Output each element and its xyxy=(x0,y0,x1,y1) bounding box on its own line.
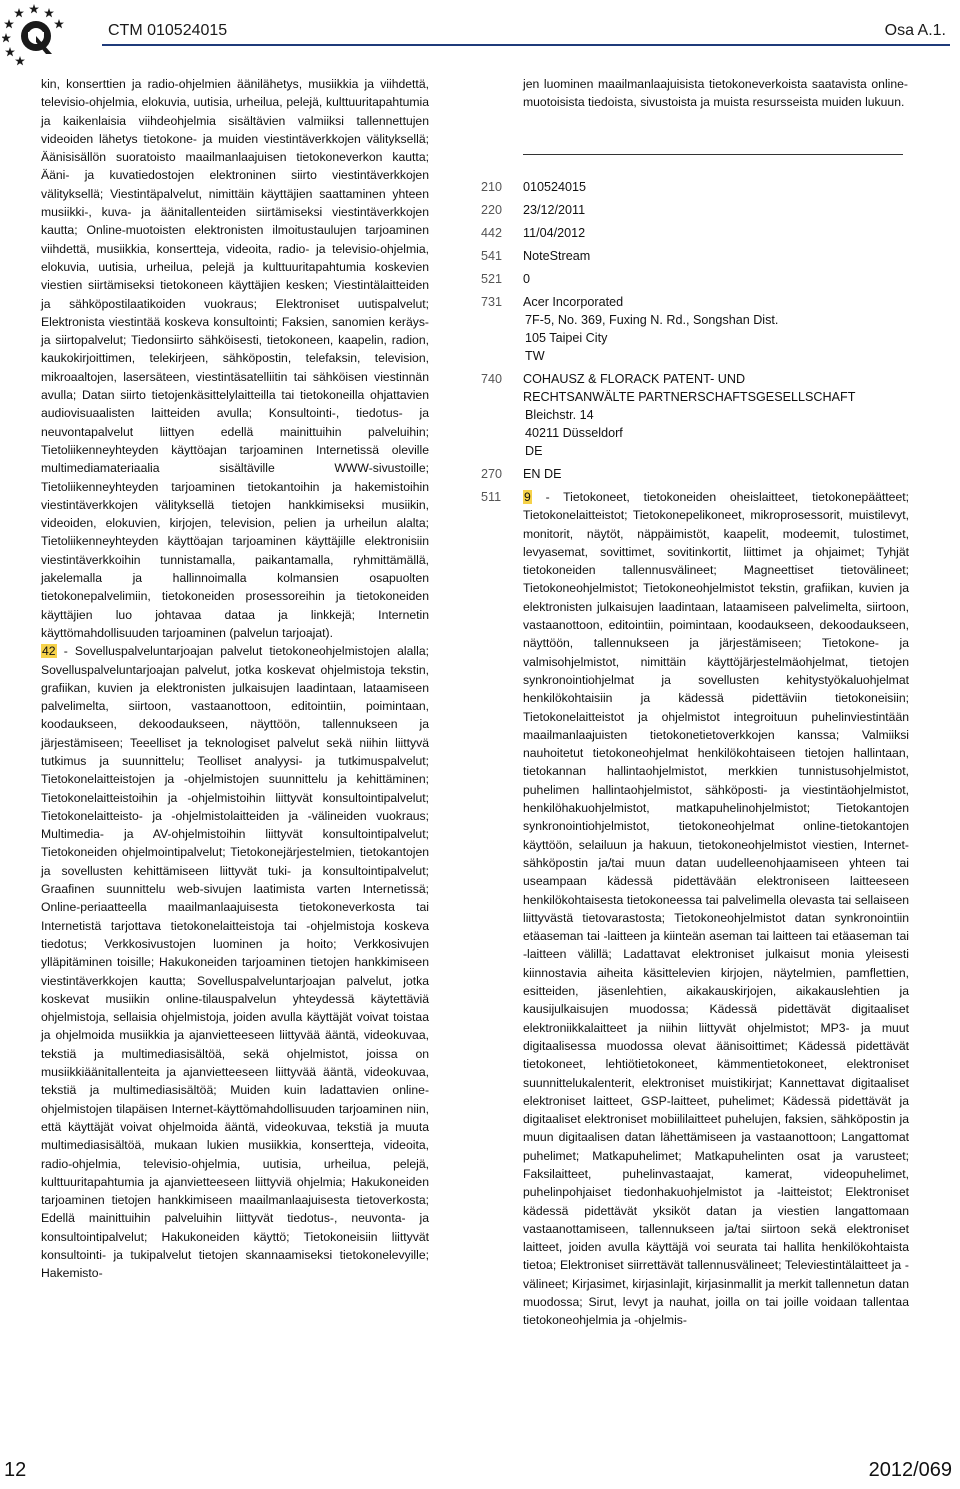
representative-name-1: COHAUSZ & FLORACK PATENT- UND xyxy=(523,372,746,386)
class-42-paragraph xyxy=(41,642,429,1282)
field-731 xyxy=(481,293,909,365)
field-code: 740 xyxy=(481,372,503,386)
representative-country: DE xyxy=(525,444,543,458)
entry-divider xyxy=(523,154,903,155)
acquired-distinctiveness: 0 xyxy=(523,272,531,286)
languages: EN DE xyxy=(523,467,562,481)
application-number: 010524015 xyxy=(523,180,587,194)
document-id: CTM 010524015 xyxy=(108,22,228,39)
representative-city: 40211 Düsseldorf xyxy=(525,426,623,440)
publication-date: 11/04/2012 xyxy=(523,226,586,240)
field-code: 442 xyxy=(481,226,503,240)
mark-name: NoteStream xyxy=(523,249,591,263)
field-code: 731 xyxy=(481,295,503,309)
applicant-name: Acer Incorporated xyxy=(523,295,624,309)
section-reference: Osa A.1. xyxy=(884,22,946,39)
header-rule xyxy=(102,44,950,46)
field-270 xyxy=(481,465,909,483)
bulletin-number: 2012/069 xyxy=(868,1459,952,1481)
page-number: 12 xyxy=(4,1459,27,1481)
field-code: 270 xyxy=(481,467,503,481)
class-number-highlight: 42 xyxy=(42,644,56,659)
representative xyxy=(523,370,909,460)
field-code: 541 xyxy=(481,249,503,263)
continued-services-text: jen luominen maailmanlaajuisista tietokoneverkoista saatavista online-muotoisista tiedoista, sivustoista ja muista resursseista muiden lukuun. xyxy=(523,77,908,110)
oami-logo-icon xyxy=(2,2,66,66)
field-442 xyxy=(481,224,909,242)
field-code: 521 xyxy=(481,272,503,286)
class-number-highlight: 9 xyxy=(524,490,531,504)
class-42-text: - Sovelluspalveluntarjoajan palvelut tietokoneohjelmistojen alalla; Sovelluspalveluntarjoajan palvelut, jotka koskevat ohjelmistoja tekstin, grafiikan, kuvien ja elektronisten julkaisujen laadintaan, lataamiseen palvelimelta, siirtoon, vastaanottoon, editointiin, poimintaan, koodaukseen, dekoodaukseen, näyttöön, tallennukseen ja järjestämiseen; Teeelliset ja teknologiset palvelut sekä niihin liittyvä tutkimus ja suunnittelu; Teolliset analyysi- ja tutkimuspalvelut; Tietokonelaitteistojen ja -ohjelmistojen suunnittelu ja kehittäminen; Tietokonelaitteistoihin ja -ohjelmistoihin liittyvät konsultointipalvelut; Tietokonelaitteisto- ja -ohjelmistolaitteiden ja -välineiden vuokraus; Multimedia- ja AV-ohjelmistoihin liittyvät konsultointipalvelut; Tietokoneiden ohjelmointipalvelut; Tietokonejärjestelmien, tietokantojen ja sovellusten kehittämiseen liittyvät tuki- ja konsultointipalvelut; Graafinen suunnittelu web-sivujen laatimista varten Internetissä; Online-periaatteella maailmanlaajuisesta tietokoneverkosta tai Internetistä tarjottava tietokonelaitteistoja tai -ohjelmistoja koskeva tiedotus; Verkkosivustojen luominen ja hoito; Verkkosivujen ylläpitäminen toisille; Hakukoneiden tarjoaminen tietojen hankkimiseen viestintäverkkojen kautta; Sovelluspalveluntarjoajan palvelut, jotka koskevat musiikin online-tilauspalvelun yhteydessä käytettäviä ohjelmistoja, sellaisia ohjelmistoja, joiden avulla käyttäjät voivat toistaa ja ohjelmoida musiikkia ja ajanvietteeseen liittyvää ääntä, videokuvaa, tekstiä ja multimediasisältöä, sekä ohjelmistot, joissa on musiikkiäänitallenteita ja ajanvietteeseen liittyvää ääntä, videokuvaa, tekstiä ja multimediasisältöä; Muiden kuin ladattavien online-ohjelmistojen tilapäisen Internet-käyttömahdollisuuden tarjoaminen niin, että käyttäjät voivat ohjelmoida ääntä, videokuvaa, tekstiä ja muuta multimediasisältöä, mukaan lukien musiikkia, konsertteja, videoita, radio-ohjelmia, televisio-ohjelmia, uutisia, urheilua, pelejä, kulttuuritapahtumia ja ajanvietteeseen liittyviä ohjelmia; Hakukoneiden tarjoaminen tietojen hankkimiseen maailmanlaajuisesta tietoverkosta; Edellä mainittuihin palveluihin liittyvät tiedotus-, neuvonta- ja konsultointipalvelut; Hakukoneiden käyttö; Tietokoneisiin liittyvät konsultointi- ja tukipalvelut tietojen skannaamiseksi tietokonelevyille; Hakemisto- xyxy=(41,644,429,1281)
representative-street: Bleichstr. 14 xyxy=(525,408,594,422)
field-541 xyxy=(481,247,909,265)
applicant-city: 105 Taipei City xyxy=(525,331,608,345)
field-220 xyxy=(481,201,909,219)
field-code: 511 xyxy=(481,490,502,504)
field-521 xyxy=(481,270,909,288)
filing-date: 23/12/2011 xyxy=(523,203,586,217)
class-9-text: - Tietokoneet, tietokoneiden oheislaitteet, tietokonepäätteet; Tietokonelaitteistot; Tietokonepelikoneet, mikroprosessorit, muistilevyt, monitorit, näytöt, näppäimistöt, kaapelit, modeemit, tulostimet, levyasemat, sovittimet, sovitinkortit, liittimet ja ohjaimet; Tyhjät tietokoneiden tallennusvälineet; Magneettiset tietovälineet; Tietokoneohjelmistot; Tietokoneohjelmistot tekstin, grafiikan, kuvien ja elektronisten julkaisujen laadintaan, lataamiseen palvelimelta, siirtoon, vastaanottoon, editointiin, poimintaan, koodaukseen, dekoodaukseen, näyttöön, tallennukseen ja järjestämiseen; Tietokone- ja valmisohjelmistot, nimittäin käyttöjärjestelmäohjelmat, tietojen synkronointiohjelmat ja sovellusten kehitystyökaluohjelmat henkilökohtaisiin ja kädessä pidettäviin tietokoneisiin; Tietokonelaitteistot ja ohjelmistot integroituun puhelinviestintään maailmanlaajuisten tietokonetietoverkkojen kanssa; Valmiiksi nauhoitetut tietokoneohjelmat henkilökohtaiseen tietojen hallintaan, tietokannan hallintaohjelmistot, merkkien tunnistusohjelmistot, puhelimen hallintaohjelmistot, sähköposti- ja viestintäohjelmistot, henkilöhakuohjelmistot, matkapuhelinohjelmistot; Tietokantojen synkronointiohjelmistot, tietokoneohjelmat online-tietokantojen käyttöön, selailuun ja hakuun, tietokoneohjelmistot viestien, Internet-sähköpostin ja/tai muun datan uudelleenohjaamiseen yhteen tai useampaan kädessä pidettävään elektroniseen laitteeseen henkilökohtaisesta tietokoneessa tai palvelimella olevasta tai sellaiseen liittyvästä tietovarastosta; Tietokoneohjelmistot datan synkronointiin etäaseman tai -laitteen ja kiinteän aseman tai laitteen tai etäaseman tai -laitteen välillä; Ladattavat elektroniset julkaisut monia yleisesti kiinnostavia aiheita käsittelevien kirjojen, näytelmien, pamflettien, esitteiden, jäsenlehtien, aikakauskirjojen, aikakauslehtien ja kausijulkaisujen muodossa; Kädessä pidettävät digitaaliset elektroniikkalaitteet ja niihin liittyvät ohjelmistot; MP3- ja muut digitaalisessa muodossa olevat äänisoittimet; Kädessä pidettävät tietokoneet, lehtiötietokoneet, kämmentietokoneet, elektroniset suunnittelukalenterit, elektroniset muistikirjat; Kannettavat digitaaliset elektroniset laitteet, GSP-laitteet, puhelimet; Kädessä pidettävät ja digitaaliset elektroniset mobiililaitteet puhelujen, faksien, sähköpostin ja muun digitaalisen datan lähettämiseen ja vastaanottoon; Langattomat puhelimet; Matkapuhelimet; Matkapuhelinten osat ja varusteet; Faksilaitteet, puhelinvastaajat, kamerat, videopuhelimet, puhelinpohjaiset tiedonhakuohjelmistot ja -laitteistot; Elektroniset kädessä pidettävät yksiköt datan ja viestien langattomaan vastaanottamiseen, tallennukseen ja/tai siirtoon sekä elektroniset laitteet, joiden avulla käyttäjä voi seurata tai hallita henkilökohtaista tietoa; Elektroniset siirrettävät tallennusvälineet; Televiestintälaitteet ja -välineet; Kirjasimet, kirjasinlajit, kirjasinmallit ja merkit tallennetun datan muodossa; Sirut, levyt ja nauhat, joilla on tai joille voidaan tallentaa tietokoneohjelmia ja -ohjelmis- xyxy=(523,490,909,1328)
representative-name-2: RECHTSANWÄLTE PARTNERSCHAFTSGESELLSCHAFT xyxy=(523,390,856,404)
applicant xyxy=(523,293,909,365)
field-210 xyxy=(481,178,909,196)
trademark-entry xyxy=(481,178,909,1335)
field-740 xyxy=(481,370,909,460)
field-code: 220 xyxy=(481,203,503,217)
applicant-street: 7F-5, No. 369, Fuxing N. Rd., Songshan Dist. xyxy=(525,313,779,327)
field-code: 210 xyxy=(481,180,503,194)
left-column xyxy=(41,75,429,1283)
field-511 xyxy=(481,488,909,1330)
class-38-continued-text: kin, konserttien ja radio-ohjelmien äänilähetys, musiikkia ja viihdettä, televisio-ohjelmia, elokuvia, uutisia, urheilua, pelejä, kulttuuritapahtumia ja kaikenlaisia viihdeohjelmia sisältävien valmiiksi tallennettujen videoiden lähetys tietokone- ja muiden viestintäverkkojen välityksellä; Äänisisällön suoratoisto maailmanlaajuisen tietokoneverkon kautta; Ääni- ja kuvatiedostojen elektroninen siirto viestintäverkkojen välityksellä; Viestintäpalvelut, nimittäin käyttäjien saattaminen yhteen musiikki-, kuva- ja äänitallenteiden siirtämiseksi viestintäverkkojen kautta; Online-muotoisten elektronisten ilmoitustaulujen tarjoaminen viihdettä, musiikkia, konsertteja, videoita, radio- ja televisio-ohjelmia, elokuvia, uutisia, urheilua, pelejä ja kulttuuritapahtumia koskevien viestien siirtämiseksi tietokoneen käyttäjien kesken; Viestintälaitteiden ja sähköpostilaatikoiden vuokraus; Elektroniset uutispalvelut; Elektronista viestintää koskeva konsultointi; Faksien, sanomien keräys- ja siirtopalvelut; Tiedonsiirto sähköisesti, tietokoneen, kaapelin, radion, kaukokirjoittimen, telekirjeen, sähköpostin, telefaksin, television, mikroaaltojen, lasersäteen, viestintäsatelliitin tai sähköisen viestinnän avulla; Datan siirto tietojenkäsittelylaitteilla tai tietokoneilla ohjattavien audiovisuaalisten laitteiden avulla; Konsultointi-, tiedotus- ja neuvontapalvelut liittyen edellä mainittuihin palveluihin; Tietoliikenneyhteyden käyttöajan tarjoaminen Internetissä oleville multimediamateriaalia sisältäville WWW-sivustoille; Tietoliikenneyhteyden tarjoaminen tietokantoihin ja hakemistoihin viestintäverkkojen välityksellä tietojen hankkimiseksi musiikin, videoiden, elokuvien, kirjojen, television, pelien ja urheilun alalta; Tietoliikenneyhteyden käyttöajan tarjoaminen käyttäjille elektronisiin viestintäverkkoihin tunnistamalla, paikantamalla, ryhmittämällä, jakelemalla ja hallinnoimalla kolmansien osapuolten tietokonepalvelimiin, tietokoneiden prosessoreihin ja tietokoneiden käyttäjien luo johtavaa dataa ja linkkejä; Internetin käyttömahdollisuuden tarjoaminen (palvelun tarjoajat). xyxy=(41,77,429,640)
goods-services xyxy=(523,488,909,1330)
applicant-country: TW xyxy=(525,349,545,363)
